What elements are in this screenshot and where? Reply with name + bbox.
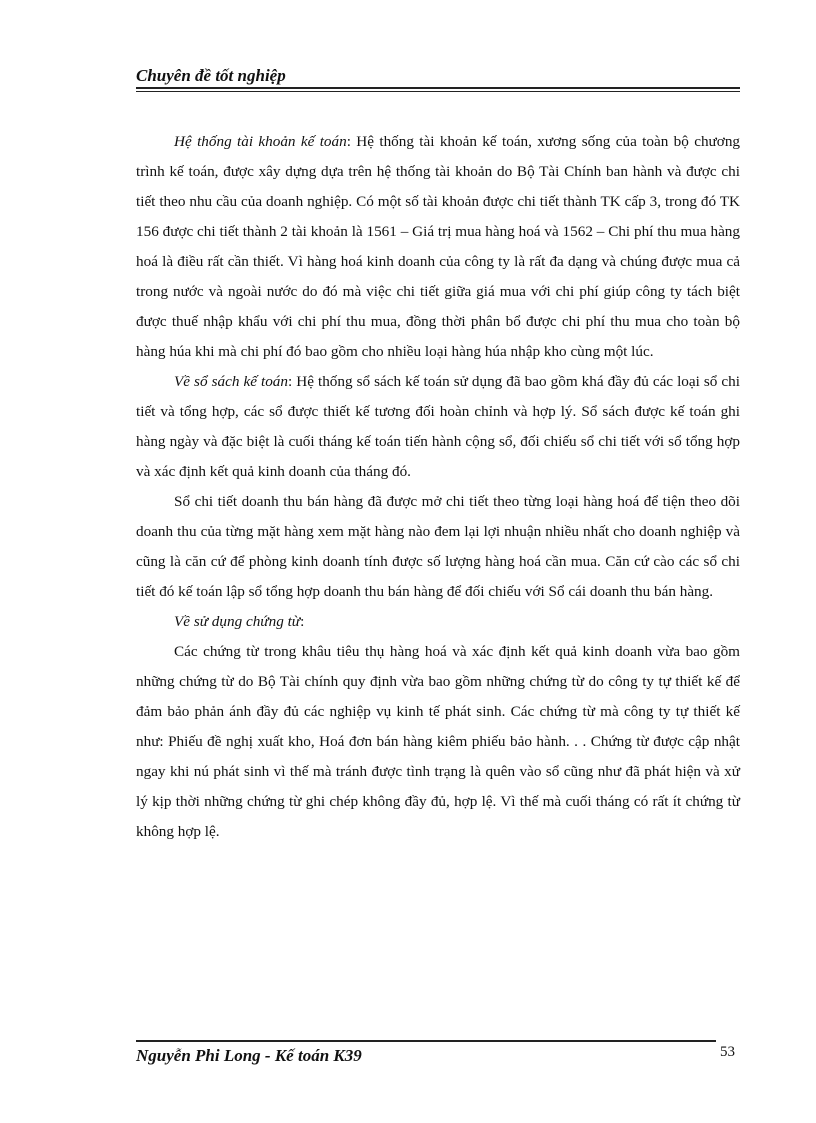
- paragraph-documents: [136, 637, 740, 847]
- page-header-title: Chuyên đề tốt nghiệp: [136, 66, 286, 85]
- paragraph-text: : Hệ thống sổ sách kế toán sử dụng đã bao gồm khá đầy đủ các loại sổ chi tiết và tổng hợp, các sổ được thiết kế tương đối hoàn chỉnh và hợp lý. Sổ sách được kế toán ghi hàng ngày và đặc biệt là cuối tháng kế toán tiến hành cộng sổ, đối chiếu sổ chi tiết với sổ tổng hợp và xác định kết quả kinh doanh của tháng đó.: [136, 373, 740, 480]
- header-divider: [136, 87, 740, 92]
- paragraph-text: :: [300, 613, 305, 630]
- paragraph-lead: Hệ thống tài khoản kế toán: [174, 133, 347, 150]
- paragraph-documents-heading: [136, 607, 740, 637]
- paragraph-chart-of-accounts: [136, 127, 740, 367]
- footer-divider: [136, 1040, 716, 1042]
- paragraph-text: : Hệ thống tài khoản kế toán, xương sống của toàn bộ chương trình kế toán, được xây dựng dựa trên hệ thống tài khoản do Bộ Tài Chính ban hành và được chi tiết theo nhu cầu của doanh nghiệp. Có một số tài khoản được chi tiết thành TK cấp 3, trong đó TK 156 được chi tiết thành 2 tài khoản là 1561 – Giá trị mua hàng hoá và 1562 – Chi phí thu mua hàng hoá là điều rất cần thiết. Vì hàng hoá kinh doanh của công ty là rất đa dạng và chúng được mua cả trong nước và ngoài nước do đó mà việc chi tiết giữa giá mua với chi phí giúp công ty tách biệt được thuế nhập khẩu với chi phí thu mua, đồng thời phân bổ được chi phí thu mua cho toàn bộ hàng húa khi mà chi phí đó bao gồm cho nhiều loại hàng húa nhập kho cùng một lúc.: [136, 133, 741, 360]
- footer-author: Nguyễn Phi Long - Kế toán K39: [136, 1046, 362, 1065]
- page-number: 53: [720, 1044, 735, 1060]
- paragraph-revenue-ledger: [136, 487, 740, 607]
- paragraph-text: Sổ chi tiết doanh thu bán hàng đã được mở chi tiết theo từng loại hàng hoá để tiện theo dõi doanh thu của từng mặt hàng xem mặt hàng nào đem lại lợi nhuận nhiều nhất cho doanh nghiệp và cũng là căn cứ để phòng kinh doanh tính được số lượng hàng hoá cần mua. Căn cứ cào các sổ chi tiết đó kế toán lập sổ tổng hợp doanh thu bán hàng để đối chiếu với Sổ cái doanh thu bán hàng.: [136, 493, 740, 600]
- paragraph-text: Các chứng từ trong khâu tiêu thụ hàng hoá và xác định kết quả kinh doanh vừa bao gồm những chứng từ do Bộ Tài chính quy định vừa bao gồm những chứng từ do công ty tự thiết kế để đảm bảo phản ánh đầy đủ các nghiệp vụ kinh tế phát sinh. Các chứng từ mà công ty tự thiết kế như: Phiếu đề nghị xuất kho, Hoá đơn bán hàng kiêm phiếu bảo hành. . . Chứng từ được cập nhật ngay khi nú phát sinh vì thế mà tránh được tình trạng là quên vào sổ cũng như đã phát hiện và xử lý kịp thời những chứng từ ghi chép không đầy đủ, hợp lệ. Vì thế mà cuối tháng có rất ít chứng từ không hợp lệ.: [136, 643, 740, 840]
- paragraph-lead: Về sử dụng chứng từ: [174, 613, 301, 630]
- paragraph-bookkeeping: [136, 367, 740, 487]
- document-body: [136, 127, 740, 847]
- paragraph-lead: Về sổ sách kế toán: [174, 373, 288, 390]
